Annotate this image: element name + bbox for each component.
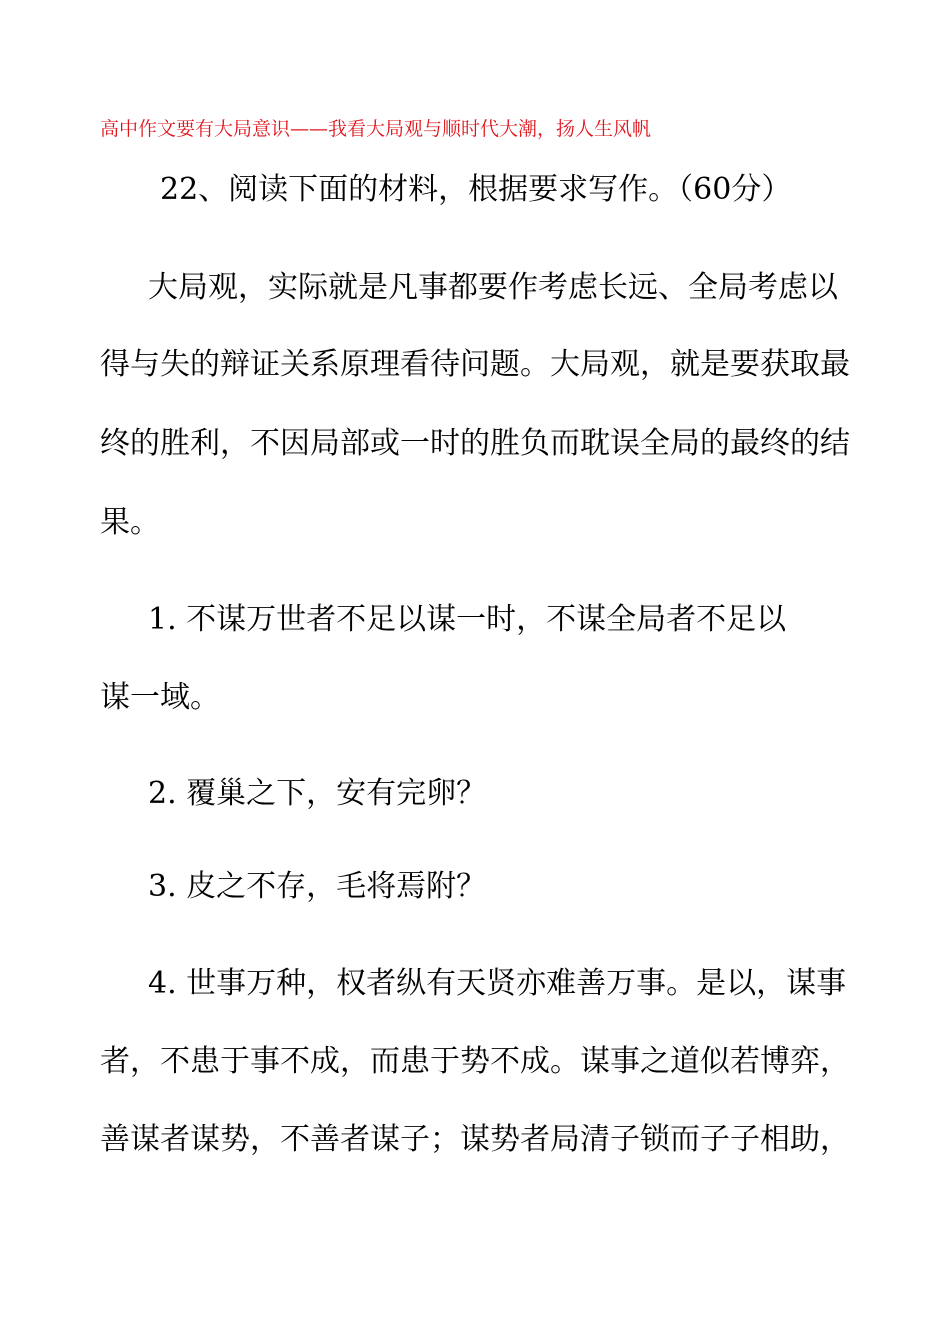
item-1-line-2: 谋一域。 — [100, 680, 220, 715]
paragraph-1-line-2: 得与失的辩证关系原理看待问题。大局观，就是要获取最 — [100, 347, 850, 382]
paragraph-1-line-3: 终的胜利，不因局部或一时的胜负而耽误全局的最终的结 — [100, 426, 850, 461]
document-header-title: 高中作文要有大局意识——我看大局观与顺时代大潮，扬人生风帆 — [100, 118, 652, 140]
item-4-line-2: 者，不患于事不成，而患于势不成。谋事之道似若博弈， — [100, 1044, 850, 1079]
item-3-line: 3. 皮之不存，毛将焉附？ — [148, 869, 487, 904]
item-4-line-3: 善谋者谋势，不善者谋子；谋势者局清子锁而子子相助， — [100, 1122, 850, 1157]
paragraph-1-line-4: 果。 — [100, 505, 160, 540]
item-4-line-1: 4. 世事万种，权者纵有天贤亦难善万事。是以，谋事 — [148, 966, 847, 1001]
item-1-line-1: 1. 不谋万世者不足以谋一时，不谋全局者不足以 — [148, 602, 787, 637]
paragraph-1-line-1: 大局观，实际就是凡事都要作考虑长远、全局考虑以 — [148, 270, 838, 305]
item-2-line: 2. 覆巢之下，安有完卵？ — [148, 776, 487, 811]
question-line: 22、阅读下面的材料，根据要求写作。（60分） — [160, 172, 792, 207]
